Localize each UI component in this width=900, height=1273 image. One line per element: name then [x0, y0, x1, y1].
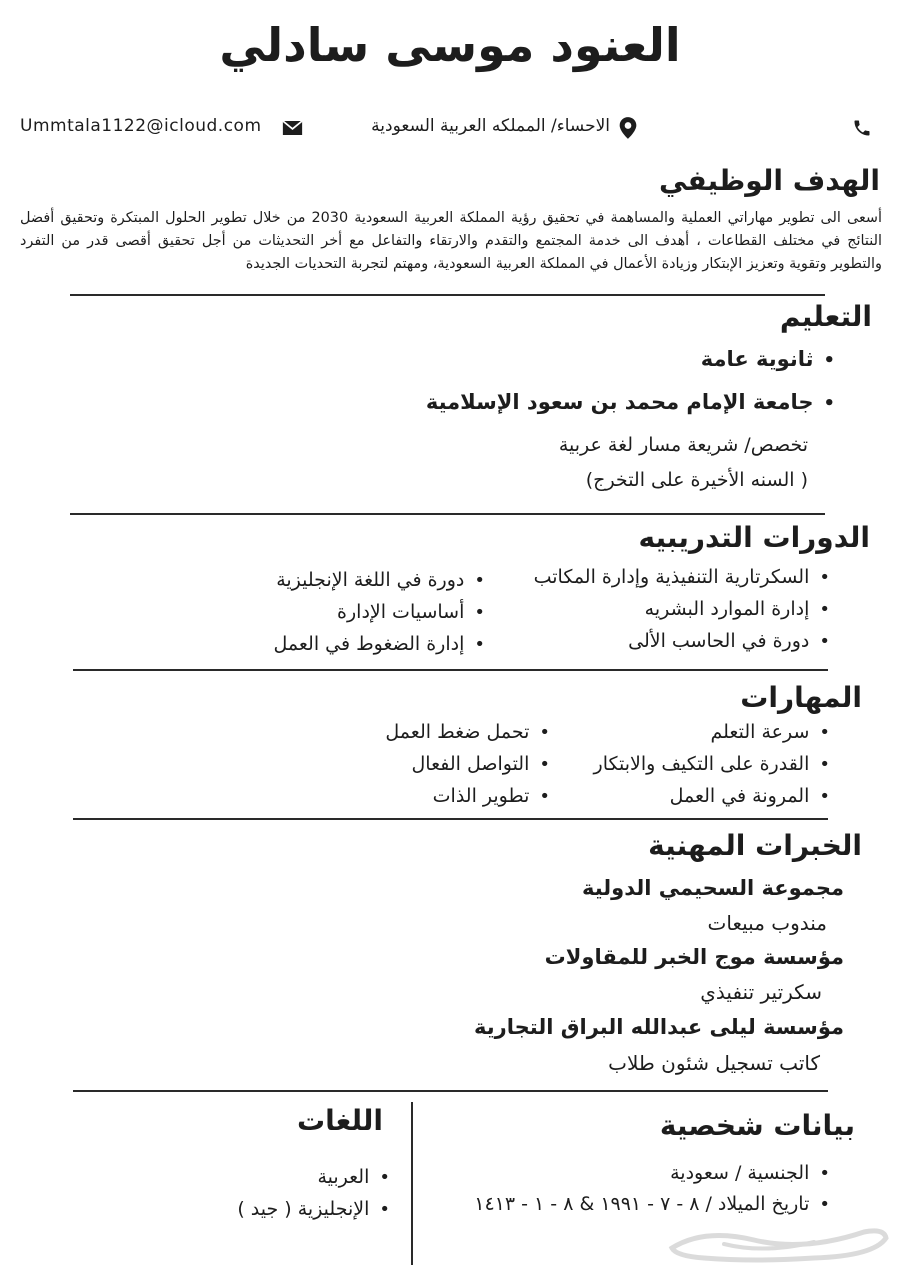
course-item: • السكرتارية التنفيذية وإدارة المكاتب	[470, 566, 830, 588]
haraj-watermark-logo	[664, 1218, 890, 1266]
divider	[70, 513, 825, 515]
skills-title: المهارات	[740, 681, 862, 714]
job-role: كاتب تسجيل شئون طلاب	[608, 1051, 820, 1075]
company-name: مجموعة السحيمي الدولية	[581, 876, 844, 900]
job-role: مندوب مبيعات	[707, 911, 827, 935]
courses-title: الدورات التدريبيه	[638, 521, 870, 554]
skill-item: • القدرة على التكيف والابتكار	[560, 753, 830, 775]
skill-item: • سرعة التعلم	[560, 721, 830, 743]
company-name: مؤسسة ليلى عبدالله البراق التجارية	[474, 1015, 844, 1039]
divider	[73, 1090, 828, 1092]
course-item: • إدارة الموارد البشريه	[470, 598, 830, 620]
skill-item: • تطوير الذات	[300, 785, 550, 807]
skill-item: • المرونة في العمل	[560, 785, 830, 807]
education-major: تخصص/ شريعة مسار لغة عربية	[558, 434, 808, 456]
course-item: • إدارة الضغوط في العمل	[160, 633, 485, 655]
job-role: سكرتير تنفيذي	[700, 980, 822, 1004]
skill-item: • التواصل الفعال	[300, 753, 550, 775]
divider	[70, 294, 825, 296]
divider	[73, 818, 828, 820]
skill-item: • تحمل ضغط العمل	[300, 721, 550, 743]
objective-title: الهدف الوظيفي	[659, 164, 880, 197]
location-text: الاحساء/ المملكه العربية السعودية	[371, 116, 610, 136]
course-item: • دورة في اللغة الإنجليزية	[160, 569, 485, 591]
column-divider	[411, 1102, 413, 1265]
language-item: • العربية	[200, 1166, 390, 1188]
company-name: مؤسسة موج الخبر للمقاولات	[544, 945, 844, 969]
languages-title: اللغات	[297, 1104, 383, 1137]
education-item: • جامعة الإمام محمد بن سعود الإسلامية	[400, 390, 835, 414]
email-link[interactable]: Ummtala1122@icloud.com	[20, 116, 262, 136]
envelope-icon	[282, 120, 303, 140]
location-pin-icon	[618, 116, 638, 144]
course-item: • دورة في الحاسب الألى	[470, 630, 830, 652]
personal-item: • الجنسية / سعودية	[430, 1162, 830, 1184]
education-title: التعليم	[779, 300, 872, 333]
phone-icon	[852, 118, 872, 142]
objective-text: أسعى الى تطوير مهاراتي العملية والمساهمة في تحقيق رؤية المملكة العربية السعودية 2030 من خلال تطوير الحلول المبتكرة وتحقيق أفضل النتائج في مختلف القطاعات ، أهدف الى خدمة المجتمع والتقدم والارتقاء والتفاعل مع أخر التحديثات من أجل تحقيق أقصى قدر من التفرد والتطوير وتقوية وتعزيز الإبتكار وزيادة الأعمال في المملكة العربية السعودية، ومهتم لتجربة التحديات الجديدة	[20, 210, 882, 272]
education-status: ( السنه الأخيرة على التخرج)	[585, 469, 808, 491]
divider	[73, 669, 828, 671]
language-item: • الإنجليزية ( جيد )	[200, 1198, 390, 1220]
education-item: • ثانوية عامة	[400, 347, 835, 371]
experience-title: الخبرات المهنية	[648, 829, 862, 862]
course-item: • أساسيات الإدارة	[160, 601, 485, 623]
personal-title: بيانات شخصية	[659, 1109, 855, 1142]
personal-item: • تاريخ الميلاد / ٨ - ٧ - ١٩٩١ & ٨ - ١ - ١٤١٣	[430, 1193, 830, 1215]
candidate-name: العنود موسى سادلي	[219, 18, 681, 72]
